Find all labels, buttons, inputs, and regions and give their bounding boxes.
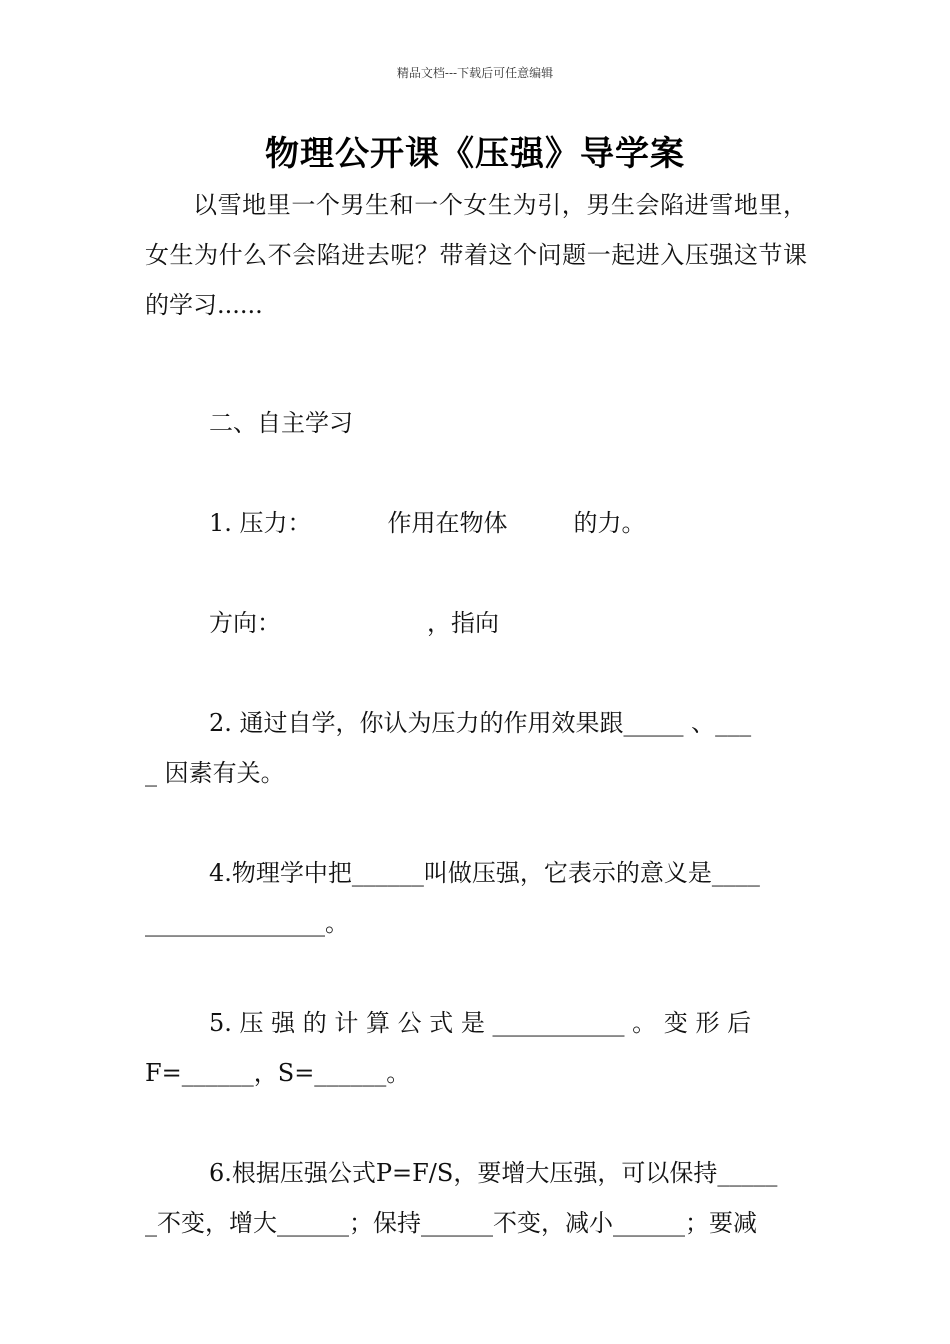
item-4-line-1: 4.物理学中把______叫做压强，它表示的意义是____: [209, 859, 760, 887]
intro-paragraph: 以雪地里一个男生和一个女生为引，男生会陷进雪地里，女生为什么不会陷进去呢？带着这个问题一起进入压强这节课的学习......: [145, 191, 807, 319]
direction-label: 方向：: [209, 609, 281, 637]
spacer: [145, 448, 807, 498]
document-title: 物理公开课《压强》导学案: [265, 134, 685, 174]
spacer: [145, 948, 807, 998]
item-5-line-2: F=______，S=______。: [145, 1059, 411, 1087]
spacer: [145, 548, 807, 598]
item-6-line-1: 6.根据压强公式P=F/S，要增大压强，可以保持_____: [209, 1159, 778, 1187]
item-1-label: 1. 压力：: [209, 509, 312, 537]
spacer: [145, 330, 807, 398]
item-1-end: 的力。: [573, 509, 646, 537]
item-1-line: [145, 498, 807, 548]
page-header: 精品文档---下载后可任意编辑: [396, 66, 554, 80]
direction-line: [145, 598, 807, 648]
document-body: [145, 180, 807, 1248]
spacer: [145, 1098, 807, 1148]
direction-end: ，指向: [427, 609, 499, 637]
item-1-middle: 作用在物体: [387, 509, 508, 537]
section-heading: 二、自主学习: [209, 409, 353, 437]
item-5-line-1: 5. 压 强 的 计 算 公 式 是 ___________ 。 变 形 后: [209, 1009, 752, 1037]
item-2-line-1: 2. 通过自学，你认为压力的作用效果跟_____ 、___: [209, 709, 752, 737]
spacer: [145, 648, 807, 698]
item-6-line-2: _不变，增大______；保持______不变，减小______；要减: [145, 1209, 757, 1237]
item-4-line-2: _______________。: [145, 909, 349, 937]
spacer: [145, 798, 807, 848]
item-2-line-2: _ 因素有关。: [145, 759, 285, 787]
